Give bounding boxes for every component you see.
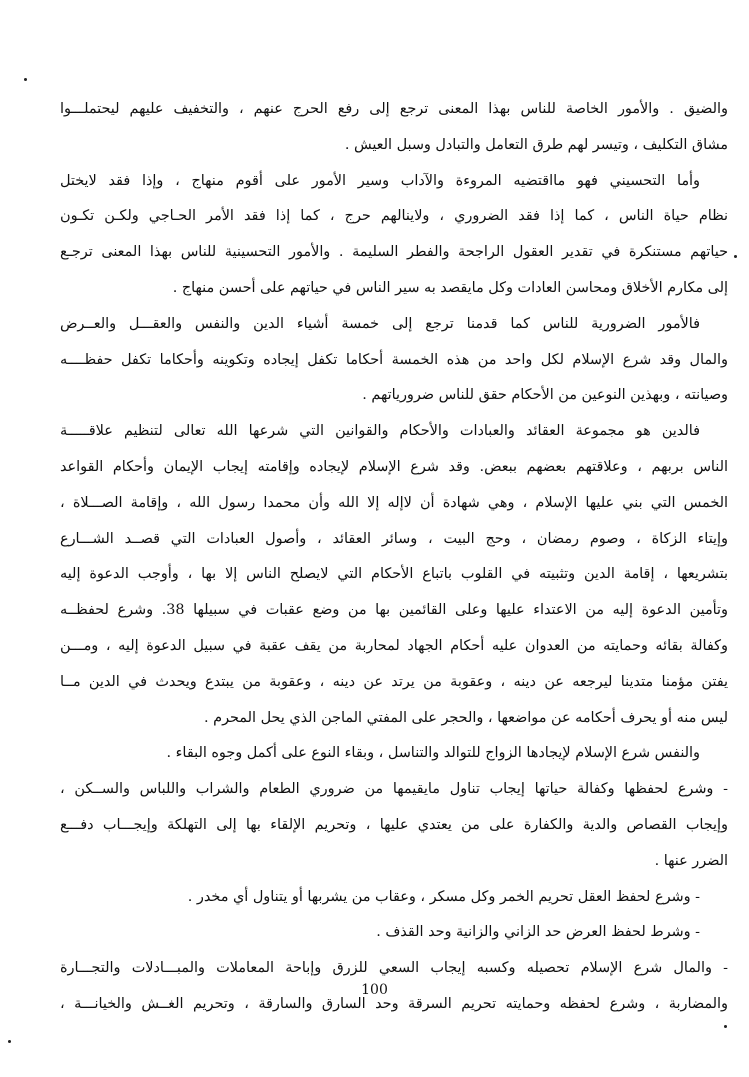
paragraph-line: وصيانته ، وبهذين النوعين من الأحكام حقق للناس ضرورياتهم . bbox=[362, 387, 728, 404]
paragraph-line: - وشرط لحفظ العرض حد الزاني والزانية وحد القذف . bbox=[376, 924, 700, 941]
scan-speck bbox=[8, 1040, 11, 1043]
page-number: 100 bbox=[361, 982, 388, 998]
paragraph-line: وكفالة بقائه وحمايته من العدوان عليه أحكام الجهاد لمحاربة من يقف عقبة في سبيل الدعوة إليه ، ومـــن bbox=[60, 637, 728, 654]
paragraph-line: يفتن مؤمنا متدينا ليرجعه عن دينه ، وعقوبة من يرتد عن دينه ، وعقوبة من يبتدع ويحدث في الدين مــا bbox=[60, 673, 728, 690]
paragraph-line: والمضاربة ، وشرع لحفظه وحمايته تحريم السرقة وحد السارق والسارقة ، وتحريم الغــش والخيانـــة ، bbox=[60, 995, 728, 1012]
scan-speck bbox=[734, 255, 737, 258]
paragraph-line: الخمس التي بني عليها الإسلام ، وهي شهادة أن لاإله إلا الله وأن محمدا رسول الله ، وإقامة الصـــلاة ، bbox=[60, 494, 728, 511]
paragraph-line: الناس بربهم ، وعلاقتهم بعضهم ببعض. وقد شرع الإسلام لإيجاده وإقامته إيجاب الإيمان وأحكام القواعد bbox=[60, 458, 728, 475]
paragraph-line: - وشرع لحفظ العقل تحريم الخمر وكل مسكر ، وعقاب من يشربها أو يتناول أي مخدر . bbox=[187, 888, 700, 905]
scan-speck bbox=[724, 1025, 727, 1028]
paragraph-line: فالأمور الضرورية للناس كما قدمنا ترجع إلى خمسة أشياء الدين والنفس والعقـــل والعــرض bbox=[60, 315, 700, 332]
paragraph-line: نظام حياة الناس ، كما إذا فقد الضروري ، ولاينالهم حرج ، كما إذا فقد الأمر الحـاجي ولكـن تكـون bbox=[60, 208, 728, 225]
paragraph-line: وإيجاب القصاص والدية والكفارة على من يعتدي عليها ، وتحريم الإلقاء بها إلى التهلكة وإيجـــاب دفـــع bbox=[60, 816, 728, 833]
scan-speck bbox=[24, 78, 27, 81]
paragraph-line: حياتهم مستنكرة في تقدير العقول الراجحة والفطر السليمة . والأمور التحسينية للناس بهذا المعنى ترجـع bbox=[60, 244, 728, 261]
paragraph-line: - وشرع لحفظها وكفالة حياتها إيجاب تناول مايقيمها من ضروري الطعام والشراب واللباس والســكن ، bbox=[60, 781, 728, 798]
paragraph-line: وإيتاء الزكاة ، وصوم رمضان ، وحج البيت ، وسائر العقائد ، وأصول العبادات التي قصــد الشـــارع bbox=[60, 530, 728, 547]
paragraph-line: وتأمين الدعوة إليه من الاعتداء عليها وعلى القائمين بها من وضع عقبات في سبيلها 38. وشرع لحفظــه bbox=[60, 602, 728, 619]
body-text bbox=[60, 92, 728, 1023]
paragraph-line: فالدين هو مجموعة العقائد والعبادات والأحكام والقوانين التي شرعها الله تعالى لتنظيم علاقـــــة bbox=[60, 423, 700, 440]
paragraph-line: بتشريعها ، إقامة الدين وتثبيته في القلوب باتباع الأحكام التي لايصلح الناس إلا بها ، وأوجب الدعوة إليه bbox=[60, 566, 728, 583]
paragraph-line: والنفس شرع الإسلام لإيجادها الزواج للتوالد والتناسل ، وبقاء النوع على أكمل وجوه البقاء . bbox=[166, 745, 700, 762]
paragraph-line: مشاق التكليف ، وتيسر لهم طرق التعامل والتبادل وسبل العيش . bbox=[344, 136, 728, 153]
paragraph-line: والمال وقد شرع الإسلام لكل واحد من هذه الخمسة أحكاما تكفل إيجاده وتكوينه وأحكاما تكفل حفظــــه bbox=[60, 351, 728, 368]
paragraph-line: - والمال شرع الإسلام تحصيله وكسبه إيجاب السعي للزرق وإباحة المعاملات والمبـــادلات والتجـــارة bbox=[60, 960, 728, 977]
paragraph-line: وأما التحسيني فهو مااقتضيه المروءة والآداب وسير الأمور على أقوم منهاج ، وإذا فقد لايختل bbox=[60, 172, 700, 189]
paragraph-line: إلى مكارم الأخلاق ومحاسن العادات وكل مايقصد به سير الناس في حياتهم على أحسن منهاج . bbox=[172, 279, 728, 296]
paragraph-line: ليس منه أو يحرف أحكامه عن مواضعها ، والحجر على المفتي الماجن الذي يحل المحرم . bbox=[204, 709, 728, 726]
paragraph-line: والضيق . والأمور الخاصة للناس بهذا المعنى ترجع إلى رفع الحرج عنهم ، والتخفيف عليهم ليحتملـــوا bbox=[60, 101, 728, 117]
paragraph-line: الضرر عنها . bbox=[654, 852, 728, 869]
